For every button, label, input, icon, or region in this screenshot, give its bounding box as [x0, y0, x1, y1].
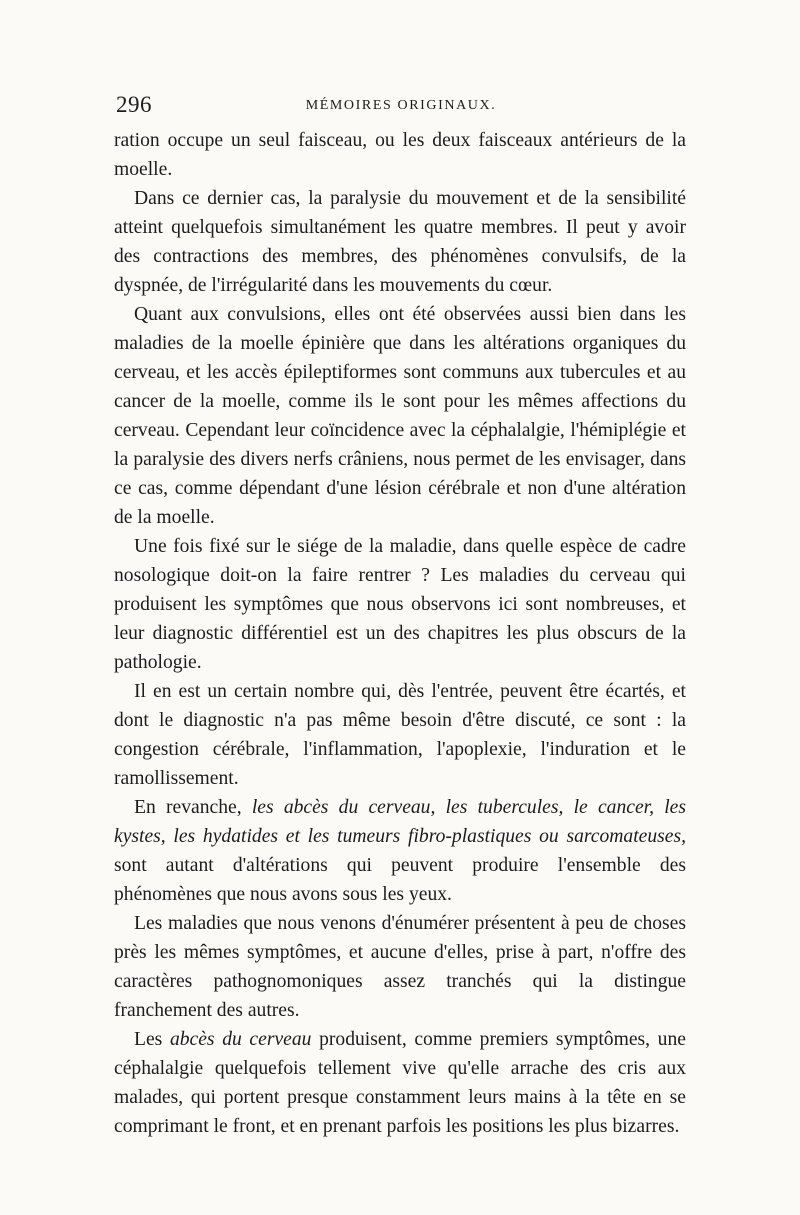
paragraph-6: [114, 793, 686, 909]
paragraph-4: Une fois fixé sur le siége de la maladie, dans quelle espèce de cadre nosologique doit-on la faire rentrer ? Les maladies du cerveau qui produisent les symptômes que nous observons ici sont nombreuses, et leur diagnostic différentiel est un des chapitres les plus obscurs de la pathologie.: [114, 536, 686, 673]
running-title: MÉMOIRES ORIGINAUX.: [305, 98, 497, 113]
paragraph-6-italic: les abcès du cerveau, les tubercules, le cancer, les kystes, les hydatides et les tumeurs fibro-plastiques ou sarcomateuses,: [114, 797, 686, 847]
paragraph-3: Quant aux convulsions, elles ont été observées aussi bien dans les maladies de la moelle épinière que dans les altérations organiques du cerveau, et les accès épileptiformes sont communs aux tubercules et au cancer de la moelle, comme ils le sont pour les mêmes affections du cerveau. Cependant leur coïncidence avec la céphalalgie, l'hémiplégie et la paralysie des divers nerfs crâniens, nous permet de les envisager, dans ce cas, comme dépendant d'une lésion cérébrale et non d'une altération de la moelle.: [114, 304, 686, 528]
paragraph-8-rest: produisent, comme premiers symptômes, une céphalalgie quelquefois tellement vive qu'elle arrache des cris aux malades, qui portent presque constamment leurs mains à la tête en se comprimant le front, et en prenant parfois les positions les plus bizarres.: [114, 1029, 686, 1137]
paragraph-8-lead: Les: [134, 1029, 170, 1050]
paragraph-1: ration occupe un seul faisceau, ou les deux faisceaux antérieurs de la moelle.: [114, 130, 686, 180]
page-header: [112, 92, 690, 122]
body-text: [114, 126, 686, 1141]
paragraph-2: Dans ce dernier cas, la paralysie du mouvement et de la sensibilité atteint quelquefois simultanément les quatre membres. Il peut y avoir des contractions des membres, des phénomènes convulsifs, de la dyspnée, de l'irrégularité dans les mouvements du cœur.: [114, 188, 686, 296]
page-number: 296: [116, 92, 152, 117]
paragraph-5: Il en est un certain nombre qui, dès l'entrée, peuvent être écartés, et dont le diagnostic n'a pas même besoin d'être discuté, ce sont : la congestion cérébrale, l'inflammation, l'apoplexie, l'induration et le ramollissement.: [114, 681, 686, 789]
paragraph-6-rest: sont autant d'altérations qui peuvent produire l'ensemble des phénomènes que nous avons sous les yeux.: [114, 855, 686, 905]
paragraph-7: Les maladies que nous venons d'énumérer présentent à peu de choses près les mêmes symptômes, et aucune d'elles, prise à part, n'offre des caractères pathognomoniques assez tranchés qui la distingue franchement des autres.: [114, 913, 686, 1021]
paragraph-6-lead: En revanche,: [134, 797, 252, 818]
paragraph-8-italic: abcès du cerveau: [169, 1029, 312, 1050]
paragraph-8: [114, 1025, 686, 1141]
